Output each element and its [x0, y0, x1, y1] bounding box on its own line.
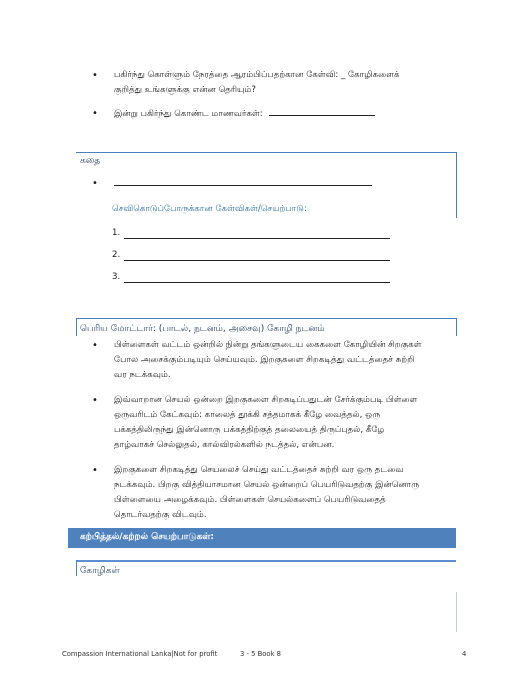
question-answer-line-3[interactable]: [124, 282, 390, 283]
bullet-icon: •: [92, 178, 98, 189]
bullet-icon: •: [92, 340, 98, 351]
activity-2-line-4: தாழ்வாகச் செல்லுதல், கால்விரல்களில் நடத்தல், என்பன.: [114, 440, 335, 450]
story-title-blank[interactable]: [114, 176, 372, 186]
activity-3-line-4: தொடர்வதற்கு விடவும்.: [114, 510, 207, 520]
question-answer-line-2[interactable]: [124, 260, 390, 261]
list-item: [92, 338, 464, 383]
teaching-learning-banner: [68, 528, 456, 548]
bullet-icon: •: [92, 108, 98, 119]
list-item: [92, 393, 464, 453]
question-number-1: 1.: [112, 228, 121, 238]
question-answer-line-1[interactable]: [124, 238, 390, 239]
opening-question-line2: குறித்து உங்களுக்கு என்ன தெரியும்?: [114, 85, 256, 95]
question-number-3: 3.: [112, 272, 121, 282]
activity-1-line-2: போல அசைக்கும்படியும் செய்யவும். இறகுகளை சிறகடித்து வட்டத்தைச் சுற்றி: [114, 355, 415, 365]
activity-1-line-1: பிள்ளைகள் வட்டம் ஒன்றில் நின்று தங்களுடைய கைகளை கோழியின் சிறகுகள்: [114, 340, 422, 350]
activity-3-line-2: நடக்கவும். பிறகு வித்தியாசமான செயல் ஒன்றைப் பெயரிடுவதற்கு இன்னொரு: [114, 480, 420, 490]
activity-1-line-3: வர நடக்கவும்.: [114, 370, 171, 380]
opening-question-line1: பகிர்ந்து கொள்ளும் நேரத்தை ஆரம்பிப்பதற்கான கேள்வி: _ கோழிகளைக்: [114, 70, 400, 80]
story-heading: கதை: [80, 156, 101, 166]
footer-organization: Compassion International Lanka|Not for profit: [62, 650, 218, 658]
teaching-learning-heading: கற்பித்தல்/கற்றல் செயற்பாடுகள்:: [80, 532, 214, 542]
opening-questions-list: [92, 68, 464, 122]
activity-2-line-2: ஒருவரிடம் கேட்கவும்: காலைத் தூக்கி சத்தமாகக் கீழே வைத்தல், ஒரு: [114, 410, 381, 420]
listener-questions-heading: செவிகொடுப்போருக்கான கேள்விகள்/செயற்பாடு:: [112, 204, 307, 214]
bullet-icon: •: [92, 465, 98, 476]
list-item: [92, 106, 464, 122]
chickens-section-rule: [76, 560, 456, 562]
activity-2-line-3: பக்கத்திலிருந்து இன்னொரு பக்கத்திற்குத் தலையைத் திருப்புதல், கீழே: [114, 425, 385, 435]
list-item: [92, 463, 464, 523]
chickens-right-rule: [456, 592, 457, 632]
chickens-heading: கோழிகள்: [80, 566, 120, 576]
footer-page-number: 4: [462, 650, 467, 658]
students-shared-label: இன்று பகிர்ந்து கொண்ட மாணவர்கள்:: [114, 109, 263, 119]
story-bullet: [92, 176, 464, 192]
question-number-2: 2.: [112, 250, 121, 260]
list-item: [92, 68, 464, 98]
bullet-icon: •: [92, 70, 98, 81]
activity-3-line-1: இறகுகளை சிறகடித்து செயலைச் செய்து வட்டத்தைச் சுற்றி வர ஒரு தடவை: [114, 465, 404, 475]
activity-3-line-3: பிள்ளையை அழைக்கவும். பிள்ளைகள் செயல்களைப் பெயரிடுவதைத்: [114, 495, 386, 505]
list-item: [92, 176, 464, 192]
story-section-rule: [76, 152, 456, 153]
students-shared-blank[interactable]: [269, 106, 375, 116]
big-motor-activities-list: [92, 338, 464, 523]
footer-book-label: 3 - 5 Book 8: [240, 650, 281, 658]
big-motor-section-rule: [76, 318, 456, 319]
activity-2-line-1: இவ்வாறான செயல் ஒன்றை இறகுகளை சிறகடிப்பதுடன் சேர்க்கும்படி பிள்ளை: [114, 395, 418, 405]
bullet-icon: •: [92, 395, 98, 406]
big-motor-heading: பெரிய மோட்டார்: (பாடல், நடனம், அசைவு) கோழி நடனம்: [80, 324, 325, 334]
